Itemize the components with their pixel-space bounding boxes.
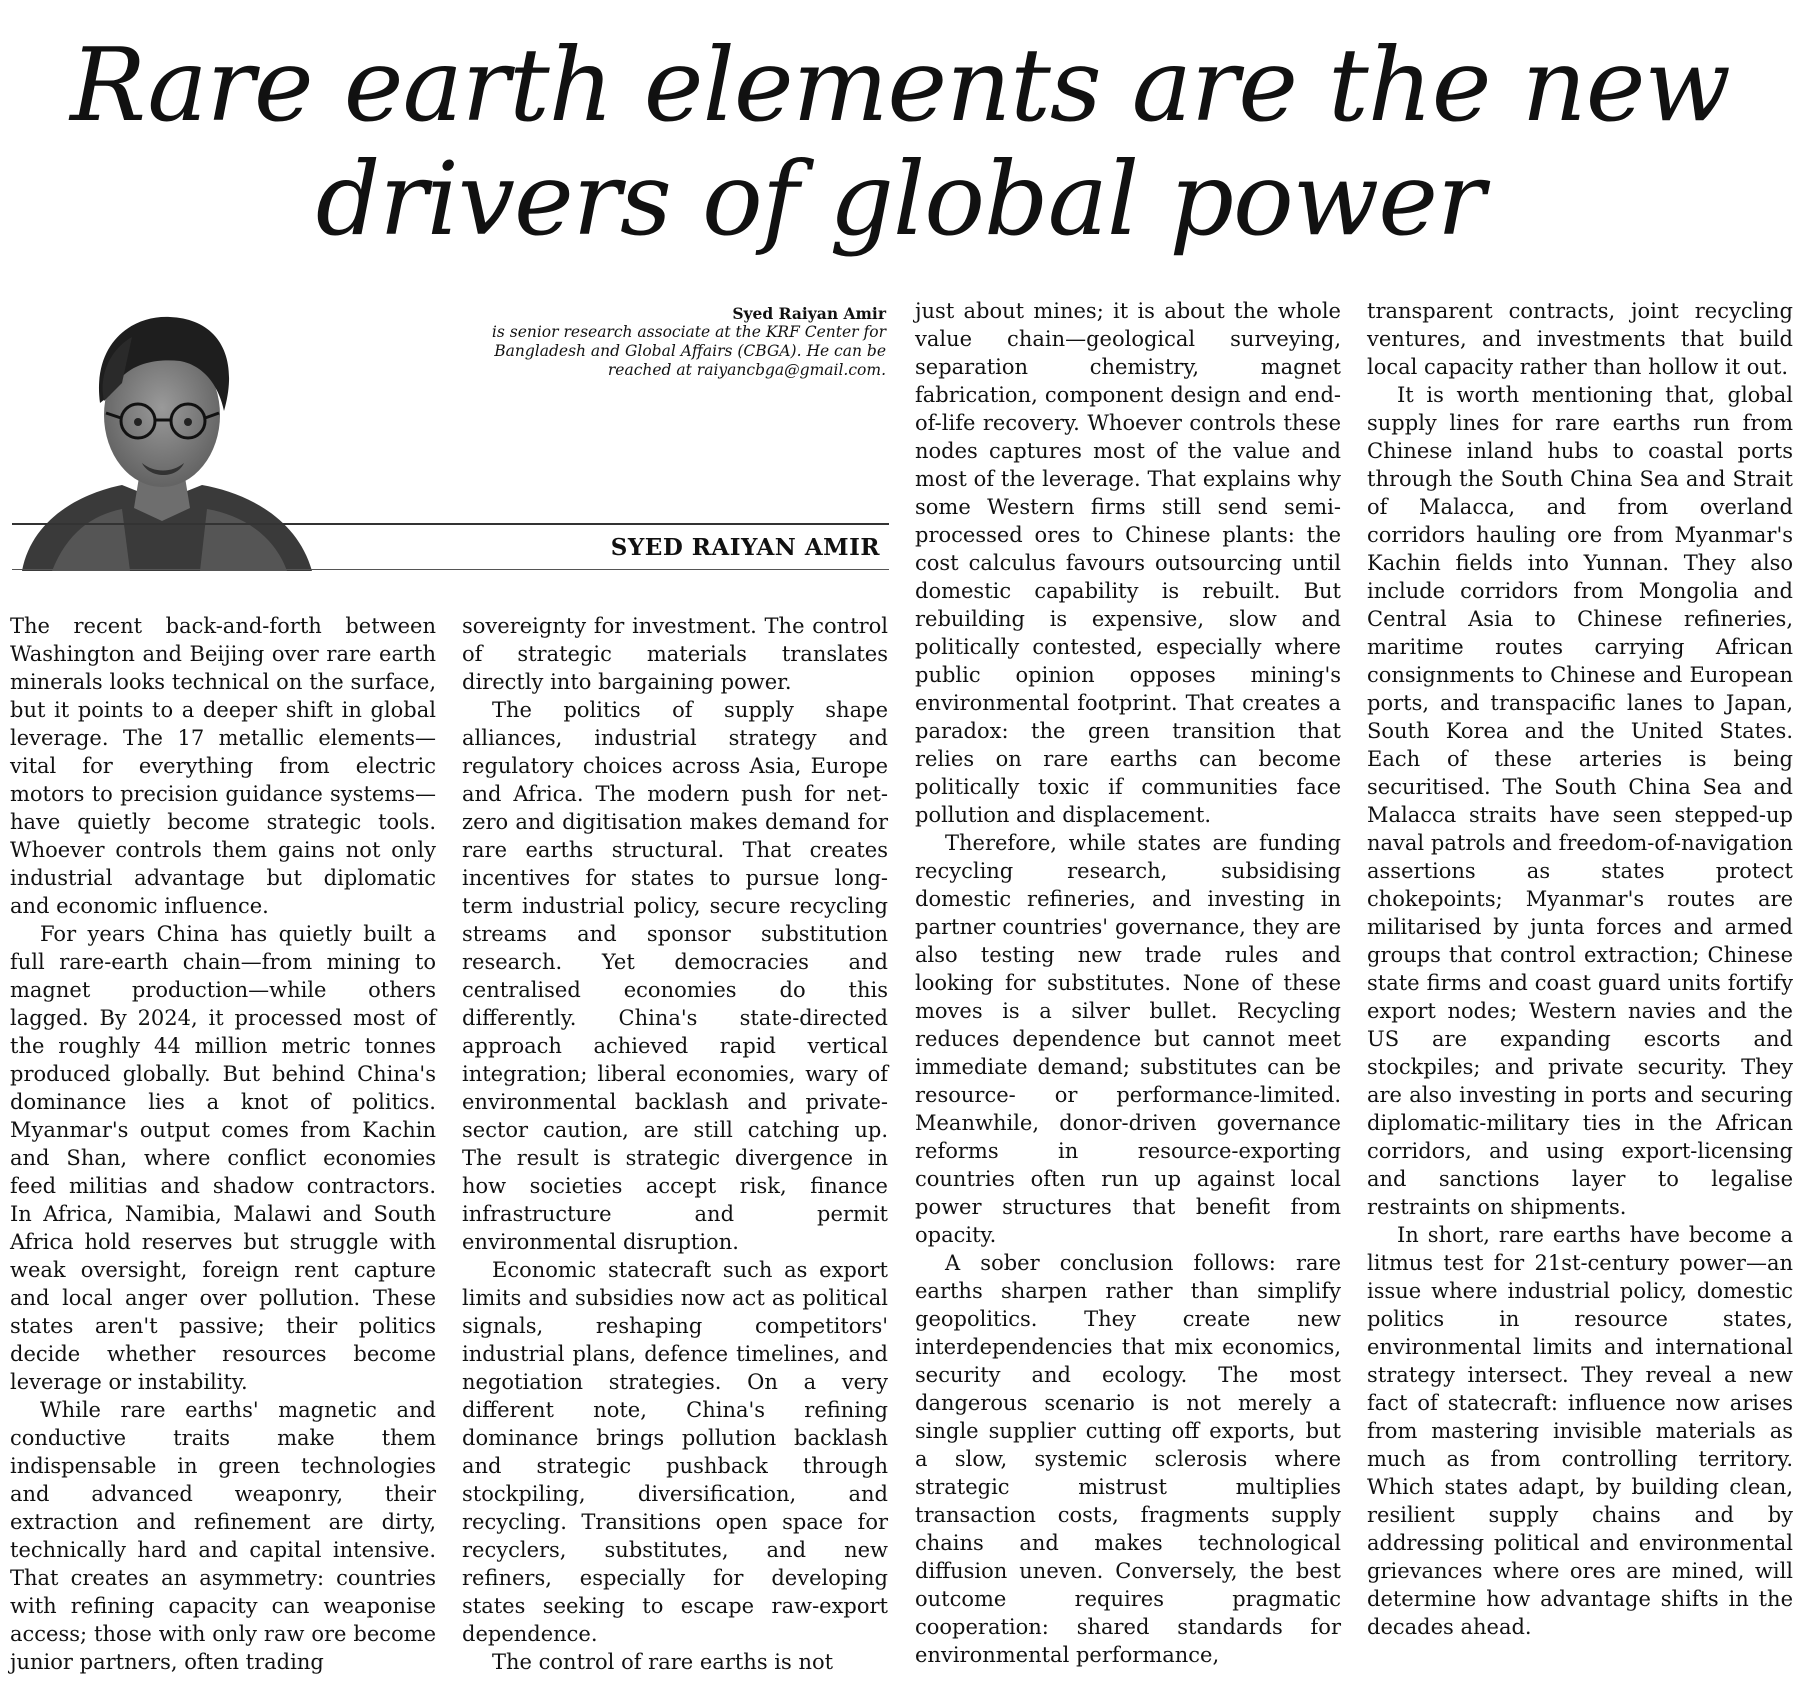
paragraph: For years China has quietly built a full rare-earth chain—from mining to magnet production—while others lagged. By 2024, it processed most of the roughly 44 million metric tonnes produced globally. But behind China's dominance lies a knot of politics. Myanmar's output comes from Kachin and Shan, where conflict economies feed militias and shadow contractors. In Africa, Namibia, Malawi and South Africa hold reserves but struggle with weak oversight, foreign rent capture and local anger over pollution. These states aren't passive; their politics decide whether resources become leverage or instability. <box>10 922 436 1394</box>
byline-top-rule <box>12 523 889 525</box>
article-column-1 <box>10 612 436 1672</box>
article-column-3 <box>915 297 1341 1672</box>
author-info <box>440 304 886 380</box>
author-bio: is senior research associate at the KRF Center for Bangladesh and Global Affairs (CBGA). He can be reached at raiyancbga@gmail.com. <box>491 323 886 379</box>
paragraph: It is worth mentioning that, global supply lines for rare earths run from Chinese inland hubs to coastal ports through the South China Sea and Strait of Malacca, and from overland corridors hauling ore from Myanmar's Kachin fields into Yunnan. They also include corridors from Mongolia and Central Asia to Chinese refineries, maritime routes carrying African consignments to Chinese and European ports, and transpacific lanes to Japan, South Korea and the United States. Each of these arteries is being securitised. The South China Sea and Malacca straits have seen stepped-up naval patrols and freedom-of-navigation assertions as states protect chokepoints; Myanmar's routes are militarised by junta forces and armed groups that control extraction; Chinese state firms and coast guard units fortify export nodes; Western navies and the US are expanding escorts and stockpiles; and private security. They are also investing in ports and securing diplomatic-military ties in the African corridors, and using export-licensing and sanctions layer to legalise restraints on shipments. <box>1367 383 1793 1219</box>
headline-line-1: Rare earth elements are the new <box>70 26 1730 144</box>
paragraph: The recent back-and-forth between Washington and Beijing over rare earth minerals looks technical on the surface, but it points to a deeper shift in global leverage. The 17 metallic elements—vital for everything from electric motors to precision guidance systems—have quietly become strategic tools. Whoever controls them gains not only industrial advantage but diplomatic and economic influence. <box>10 614 436 918</box>
author-name: Syed Raiyan Amir <box>732 304 886 323</box>
paragraph: Economic statecraft such as export limits and subsidies now act as political signals, reshaping competitors' industrial plans, defence timelines, and negotiation strategies. On a very different note, China's refining dominance brings pollution backlash and strategic pushback through stockpiling, diversification, and recycling. Transitions open space for recyclers, substitutes, and new refiners, especially for developing states seeking to escape raw-export dependence. <box>462 1258 888 1646</box>
paragraph: sovereignty for investment. The control of strategic materials translates directly into bargaining power. <box>462 614 888 694</box>
paragraph: While rare earths' magnetic and conductive traits make them indispensable in green technologies and advanced weaponry, their extraction and refinement are dirty, technically hard and capital intensive. That creates an asymmetry: countries with refining capacity can weaponise access; those with only raw ore become junior partners, often trading <box>10 1398 436 1674</box>
headline <box>40 28 1760 256</box>
paragraph: The control of rare earths is not <box>492 1650 834 1674</box>
byline-bottom-rule <box>12 569 889 570</box>
article-column-2 <box>462 612 888 1672</box>
paragraph: A sober conclusion follows: rare earths sharpen rather than simplify geopolitics. They create new interdependencies that mix economics, security and ecology. The most dangerous scenario is not merely a single supplier cutting off exports, but a slow, systemic sclerosis where strategic mistrust multiplies transaction costs, fragments supply chains and makes technological diffusion uneven. Conversely, the best outcome requires pragmatic cooperation: shared standards for environmental performance, <box>915 1251 1341 1667</box>
headline-line-2: drivers of global power <box>315 140 1485 258</box>
paragraph: transparent contracts, joint recycling ventures, and investments that build local capacity rather than hollow it out. <box>1367 299 1793 379</box>
paragraph: Therefore, while states are funding recycling research, subsidising domestic refineries, and investing in partner countries' governance, they are also testing new trade rules and looking for substitutes. None of these moves is a silver bullet. Recycling reduces dependence but cannot meet immediate demand; substitutes can be resource- or performance-limited. Meanwhile, donor-driven governance reforms in resource-exporting countries often run up against local power structures that benefit from opacity. <box>915 831 1341 1247</box>
article-column-4 <box>1367 297 1793 1672</box>
paragraph: The politics of supply shape alliances, industrial strategy and regulatory choices across Asia, Europe and Africa. The modern push for net-zero and digitisation makes demand for rare earths structural. That creates incentives for states to pursue long-term industrial policy, secure recycling streams and sponsor substitution research. Yet democracies and centralised economies do this differently. China's state-directed approach achieved rapid vertical integration; liberal economies, wary of environmental backlash and private-sector caution, are still catching up. The result is strategic divergence in how societies accept risk, finance infrastructure and permit environmental disruption. <box>462 698 888 1254</box>
paragraph: just about mines; it is about the whole value chain—geological surveying, separation chemistry, magnet fabrication, component design and end-of-life recovery. Whoever controls these nodes captures most of the value and most of the leverage. That explains why some Western firms still send semi-processed ores to Chinese plants: the cost calculus favours outsourcing until domestic capability is rebuilt. But rebuilding is expensive, slow and politically contested, especially where public opinion opposes mining's environmental footprint. That creates a paradox: the green transition that relies on rare earths can become politically toxic if communities face pollution and displacement. <box>915 299 1341 827</box>
byline: SYED RAIYAN AMIR <box>610 534 880 561</box>
paragraph: In short, rare earths have become a litmus test for 21st-century power—an issue where industrial policy, domestic politics in resource states, environmental limits and international strategy intersect. They reveal a new fact of statecraft: influence now arises from mastering invisible materials as much as from controlling territory. Which states adapt, by building clean, resilient supply chains and by addressing political and environmental grievances where ores are mined, will determine how advantage shifts in the decades ahead. <box>1367 1223 1793 1639</box>
author-portrait-icon <box>12 303 317 571</box>
